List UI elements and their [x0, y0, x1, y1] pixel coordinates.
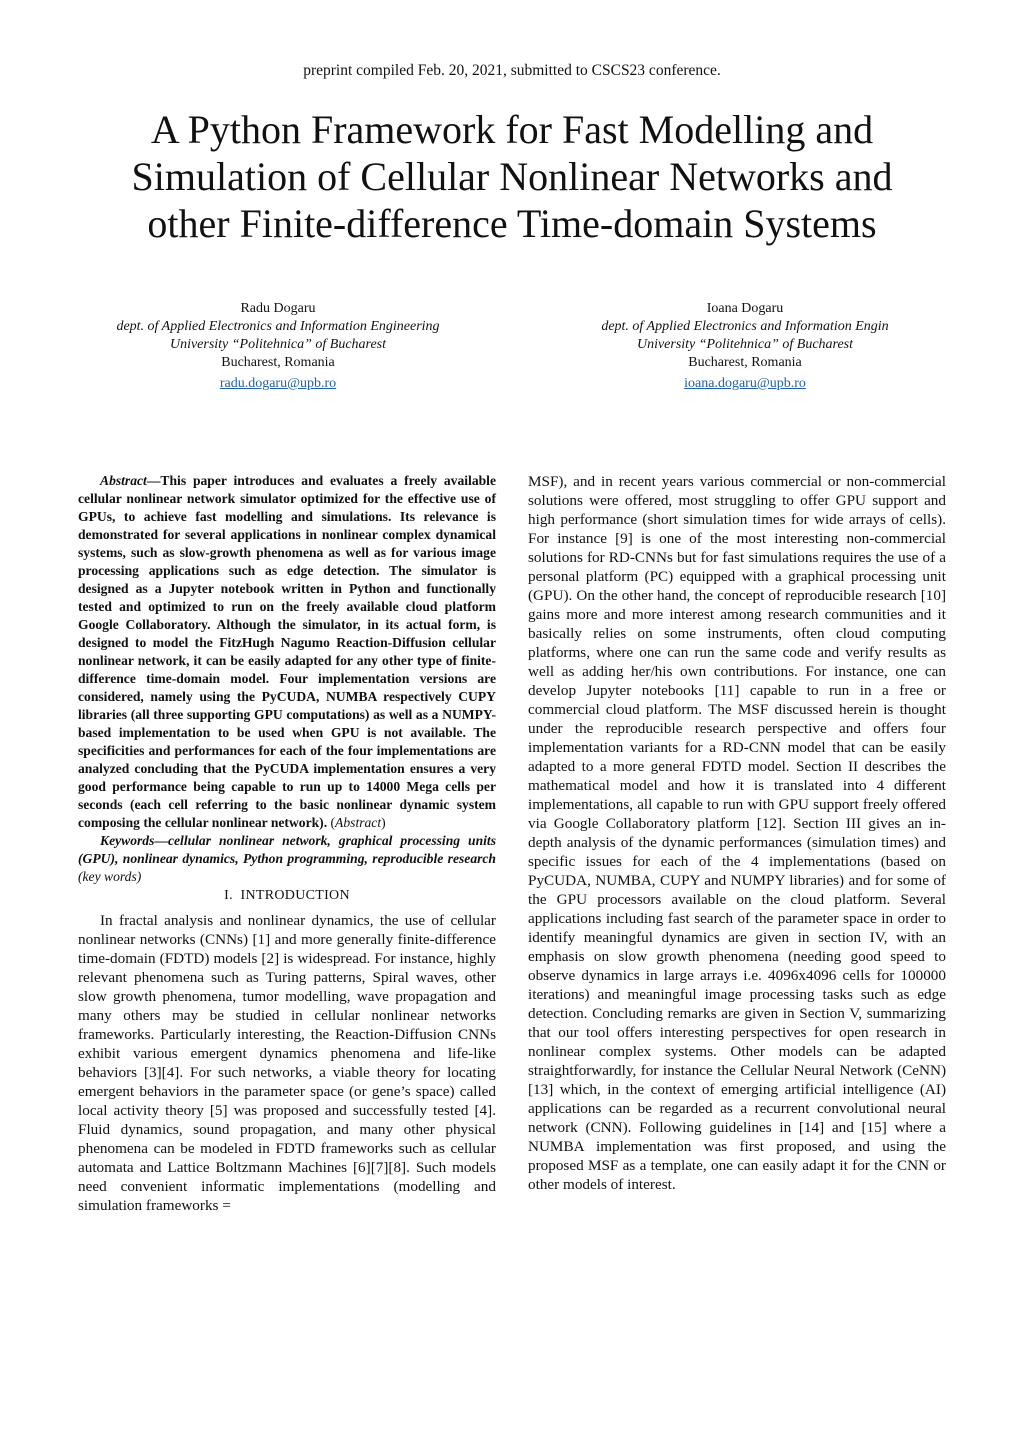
abstract-lead: Abstract	[100, 473, 147, 488]
title-line-3: other Finite-difference Time-domain Systems	[147, 201, 877, 246]
keywords-tail: (key words)	[78, 869, 142, 884]
section-heading-introduction: I. INTRODUCTION	[224, 888, 350, 903]
intro-paragraph-left: In fractal analysis and nonlinear dynamics, the use of cellular nonlinear networks (CNNs) [1] and more generally finite-difference time-domain (FDTD) models [2] is widespread. For instance, highly relevant phenomena such as Turing patterns, Spiral waves, other slow growth phenomena, tumor modelling, wave propagation and many others may be studied in cellular nonlinear networks frameworks. Particularly interesting, the Reaction-Diffusion CNNs exhibit various emergent dynamics phenomena and life-like behaviors [3][4]. For such networks, a viable theory for locating emergent behaviors in the parameter space (or gene’s space) called local activity theory [5] was proposed and successfully tested [4]. Fluid dynamics, sound propagation, and many other physical phenomena can be modeled in FDTD frameworks such as cellular automata and Lattice Boltzmann Machines [6][7][8]. Such models need convenient informatic implementations (modelling and simulation frameworks =	[78, 912, 496, 1214]
author-block-2	[505, 300, 985, 393]
keywords-text: Keywords—cellular nonlinear network, graphical processing units (GPU), nonlinear dynamics, Python programming, reproducible research	[78, 833, 496, 866]
abstract-tail: (Abstract)	[327, 815, 386, 830]
paper-title	[80, 106, 944, 247]
keywords	[78, 832, 496, 886]
author-dept: dept. of Applied Electronics and Information Engineering	[116, 319, 440, 334]
title-line-2: Simulation of Cellular Nonlinear Networks and	[131, 154, 893, 199]
author-name: Ioana Dogaru	[706, 301, 784, 316]
author-university: University “Politehnica” of Bucharest	[636, 337, 854, 352]
abstract-body: This paper introduces and evaluates a freely available cellular nonlinear network simulator optimized for the effective use of GPUs, to achieve fast modelling and simulations. Its relevance is demonstrated for several applications in nonlinear complex dynamical systems, such as slow-growth phenomena as well as for various image processing applications such as edge detection. The simulator is designed as a Jupyter notebook written in Python and functionally tested and optimized to run on the freely available cloud platform Google Collaboratory. Although the simulator, in its actual form, is designed to model the FitzHugh Nagumo Reaction-Diffusion cellular nonlinear network, it can be easily adapted for any other type of finite-difference time-domain model. Four implementation versions are considered, namely using the PyCUDA, NUMBA respectively CUPY libraries (all three supporting GPU computations) as well as a NUMPY-based implementation to be used when GPU is not available. The specificities and performances for each of the four implementations are analyzed concluding that the PyCUDA implementation ensures a very good performance being capable to run up to 14000 Mega cells per seconds (each cell referring to the basic nonlinear dynamic system composing the cellular nonlinear network).	[78, 473, 496, 830]
author-name: Radu Dogaru	[240, 301, 316, 316]
abstract-dash: —	[146, 473, 161, 488]
intro-paragraph-right: MSF), and in recent years various commercial or non-commercial solutions were offered, most struggling to offer GPU support and high performance (short simulation times for wide arrays of cells). For instance [9] is one of the most interesting non-commercial solutions for RD-CNNs but for fast simulations requires the use of a personal platform (PC) equipped with a graphical processing unit (GPU). On the other hand, the concept of reproducible research [10] gains more and more interest among research communities and it basically relies on some instruments, often cloud computing platforms, where one can run the same code and verify results as well as adding her/his own contributions. For instance, one can develop Jupyter notebooks [11] capable to run in a free or commercial cloud platform. The MSF discussed herein is thought under the reproducible research perspective and offers four implementation variants for a RD-CNN model that can be easily adapted to a more general FDTD model. Section II describes the mathematical model and how it is translated into 4 different implementations, all capable to run with GPU support freely offered via Google Collaboratory platform [12]. Section III gives an in-depth analysis of the dynamic performances (simulation times) and specific issues for each of the 4 implementations (based on PyCUDA, NUMBA, CUPY and NUMPY libraries) and for some of the GPU processors available on the cloud platform. Several applications including fast search of the parameter space in order to identify meaningful dynamics are given in section IV, with an emphasis on slow growth phenomena (needing good speed to observe dynamics in large arrays i.e. 4096x4096 cells for 100000 iterations) and meaningful image processing tasks such as edge detection. Concluding remarks are given in Section V, summarizing that our tool offers interesting perspectives for open research in nonlinear complex systems. Other models can be adapted straightforwardly, for instance the Cellular Neural Network (CeNN) [13] which, in the context of emerging artificial intelligence (AI) applications can be regarded as a recurrent convolutional neural network (CNN). Following guidelines in [14] and [15] where a NUMBA implementation was first proposed, and using the proposed MSF as a template, one can easily adapt it for the CNN or other models of interest.	[528, 473, 946, 1193]
author-email-link[interactable]: radu.dogaru@upb.ro	[219, 376, 337, 391]
right-column	[528, 472, 946, 1194]
title-line-1: A Python Framework for Fast Modelling and	[150, 107, 874, 152]
left-column	[78, 472, 496, 1215]
author-dept: dept. of Applied Electronics and Information Engin	[601, 319, 889, 334]
author-city: Bucharest, Romania	[221, 355, 335, 370]
author-block-1	[38, 300, 518, 393]
preprint-note: preprint compiled Feb. 20, 2021, submitted to CSCS23 conference.	[303, 62, 721, 79]
author-email-link[interactable]: ioana.dogaru@upb.ro	[684, 376, 806, 391]
abstract	[78, 472, 496, 832]
author-city: Bucharest, Romania	[688, 355, 802, 370]
author-university: University “Politehnica” of Bucharest	[169, 337, 387, 352]
